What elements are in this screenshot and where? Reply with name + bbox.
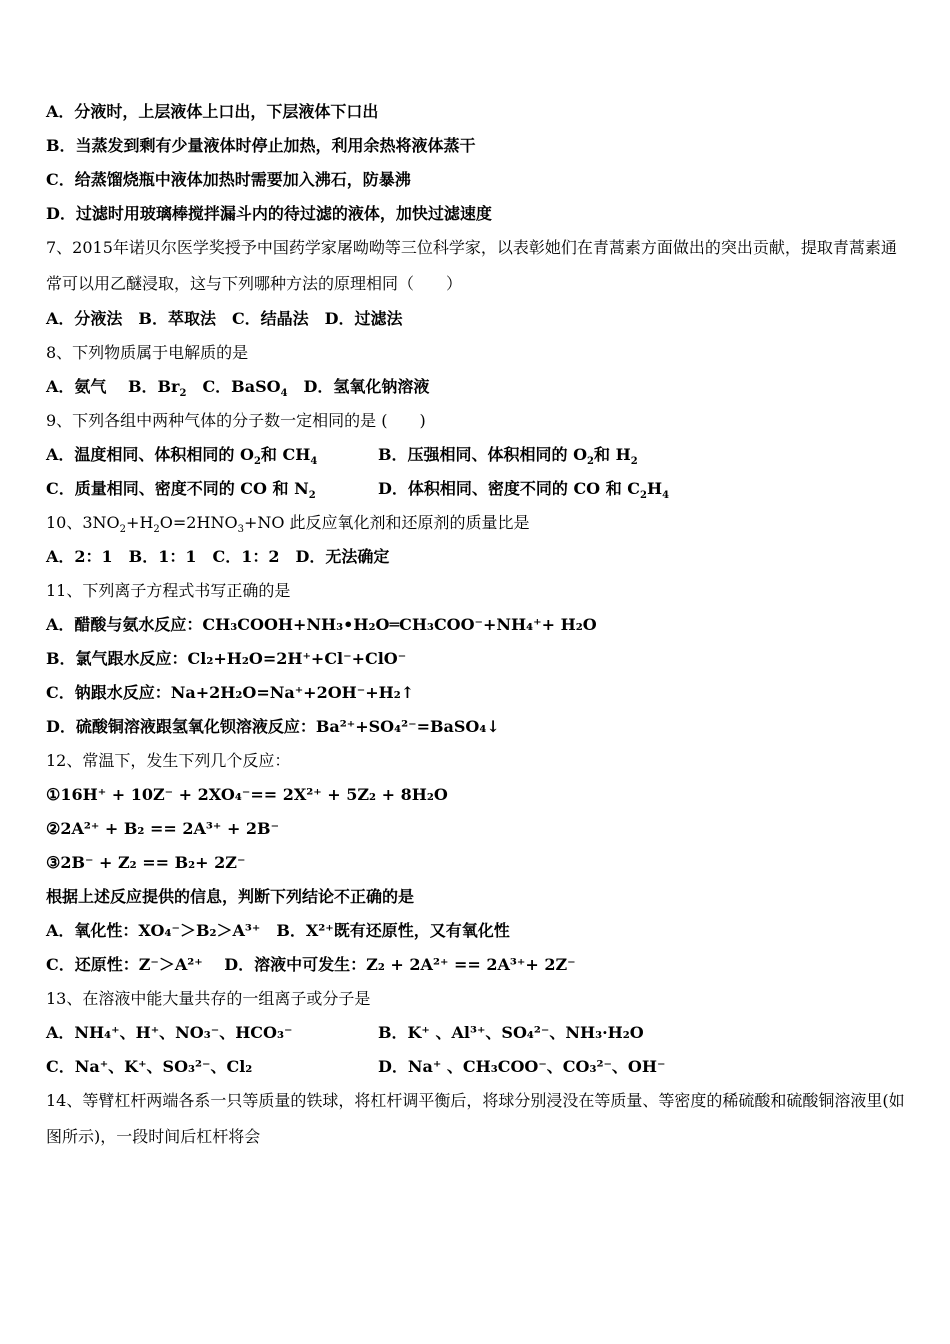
subscript: 4 [310,456,318,468]
q8-options-part: A．氨气 B．Br [46,377,180,396]
q9-option-c [46,479,316,502]
q8-stem: 8、下列物质属于电解质的是 [46,343,249,362]
q11-option-c: C．钠跟水反应：Na+2H₂O=Na⁺+2OH⁻+H₂↑ [46,683,415,702]
q14-stem: 14、等臂杠杆两端各系一只等质量的铁球，将杠杆调平衡后，将球分别浸没在等质量、等密度的稀硫酸和硫酸铜溶液里(如图所示)，一段时间后杠杆将会 [46,1091,905,1146]
q13-option-c: C．Na⁺、K⁺、SO₃²⁻、Cl₂ [46,1057,253,1076]
q9-stem: 9、下列各组中两种气体的分子数一定相同的是 ( ) [46,411,426,430]
q10-stem-part: +NO 此反应氧化剂和还原剂的质量比是 [243,513,530,532]
subscript: 2 [630,456,638,468]
q6-option-a: A．分液时，上层液体上口出，下层液体下口出 [46,102,379,121]
q6-option-d: D．过滤时用玻璃棒搅拌漏斗内的待过滤的液体，加快过滤速度 [46,204,492,223]
q9-option-b [378,445,638,468]
q12-reaction-2: ②2A²⁺ + B₂ == 2A³⁺ + 2B⁻ [46,819,280,838]
q6-option-c: C．给蒸馏烧瓶中液体加热时需要加入沸石，防暴沸 [46,170,411,189]
q12-reaction-1: ①16H⁺ + 10Z⁻ + 2XO₄⁻== 2X²⁺ + 5Z₂ + 8H₂O [46,785,448,804]
q10-stem-part: O=2HNO [159,513,238,532]
q9-option-d-part: H [646,479,663,498]
q12-options-cd: C．还原性：Z⁻＞A²⁺ D．溶液中可发生：Z₂ + 2A²⁺ == 2A³⁺+ 2Z⁻ [46,955,576,974]
subscript: 2 [640,490,647,502]
q13-option-d: D．Na⁺ 、CH₃COO⁻、CO₃²⁻、OH⁻ [378,1057,666,1076]
q9-option-d [378,479,670,502]
subscript: 2 [119,524,127,536]
q9-option-a-part: 和 CH [260,445,311,464]
subscript: 2 [153,524,160,536]
subscript: 4 [662,490,670,502]
q7-options: A．分液法 B．萃取法 C．结晶法 D．过滤法 [46,309,403,328]
q9-option-c-part: C．质量相同、密度不同的 CO 和 N [46,479,309,498]
q11-stem: 11、下列离子方程式书写正确的是 [46,581,291,600]
q6-option-b: B．当蒸发到剩有少量液体时停止加热，利用余热将液体蒸干 [46,136,476,155]
q11-option-a: A．醋酸与氨水反应：CH₃COOH+NH₃•H₂O═CH₃COO⁻+NH₄⁺+ H₂O [46,615,597,634]
q10-options: A．2：1 B．1：1 C．1：2 D．无法确定 [46,547,390,566]
subscript: 2 [253,456,261,468]
q9-option-d-part: D．体积相同、密度不同的 CO 和 C [378,479,640,498]
q8-options [46,377,430,400]
q9-option-a [46,445,318,468]
q7-stem: 7、2015年诺贝尔医学奖授予中国药学家屠呦呦等三位科学家，以表彰她们在青蒿素方面做出的突出贡献，提取青蒿素通常可以用乙醚浸取，这与下列哪种方法的原理相同（ ） [46,238,897,293]
q9-option-a-part: A．温度相同、体积相同的 O [46,445,254,464]
q10-stem-part: 10、3NO [46,513,120,532]
subscript: 2 [179,388,187,400]
q8-options-part: D．氢氧化钠溶液 [287,377,430,396]
subscript: 2 [587,456,595,468]
q9-option-b-part: 和 H [594,445,631,464]
q10-stem [46,513,530,536]
subscript: 3 [237,524,244,536]
q12-reaction-3: ③2B⁻ + Z₂ == B₂+ 2Z⁻ [46,853,246,872]
subscript: 4 [280,388,288,400]
subscript: 2 [308,490,316,502]
q12-options-ab: A．氧化性：XO₄⁻＞B₂＞A³⁺ B．X²⁺既有还原性，又有氧化性 [46,921,510,940]
q11-option-d: D．硫酸铜溶液跟氢氧化钡溶液反应：Ba²⁺+SO₄²⁻=BaSO₄↓ [46,717,500,736]
q12-lead: 根据上述反应提供的信息，判断下列结论不正确的是 [46,887,415,906]
q9-option-b-part: B．压强相同、体积相同的 O [378,445,588,464]
q13-option-a: A．NH₄⁺、H⁺、NO₃⁻、HCO₃⁻ [46,1023,293,1042]
q8-options-part: C．BaSO [186,377,281,396]
q11-option-b: B．氯气跟水反应：Cl₂+H₂O=2H⁺+Cl⁻+ClO⁻ [46,649,407,668]
q10-stem-part: +H [126,513,154,532]
q13-option-b: B．K⁺ 、Al³⁺、SO₄²⁻、NH₃·H₂O [378,1023,644,1042]
q13-stem: 13、在溶液中能大量共存的一组离子或分子是 [46,989,371,1008]
q12-stem: 12、常温下，发生下列几个反应： [46,751,291,770]
